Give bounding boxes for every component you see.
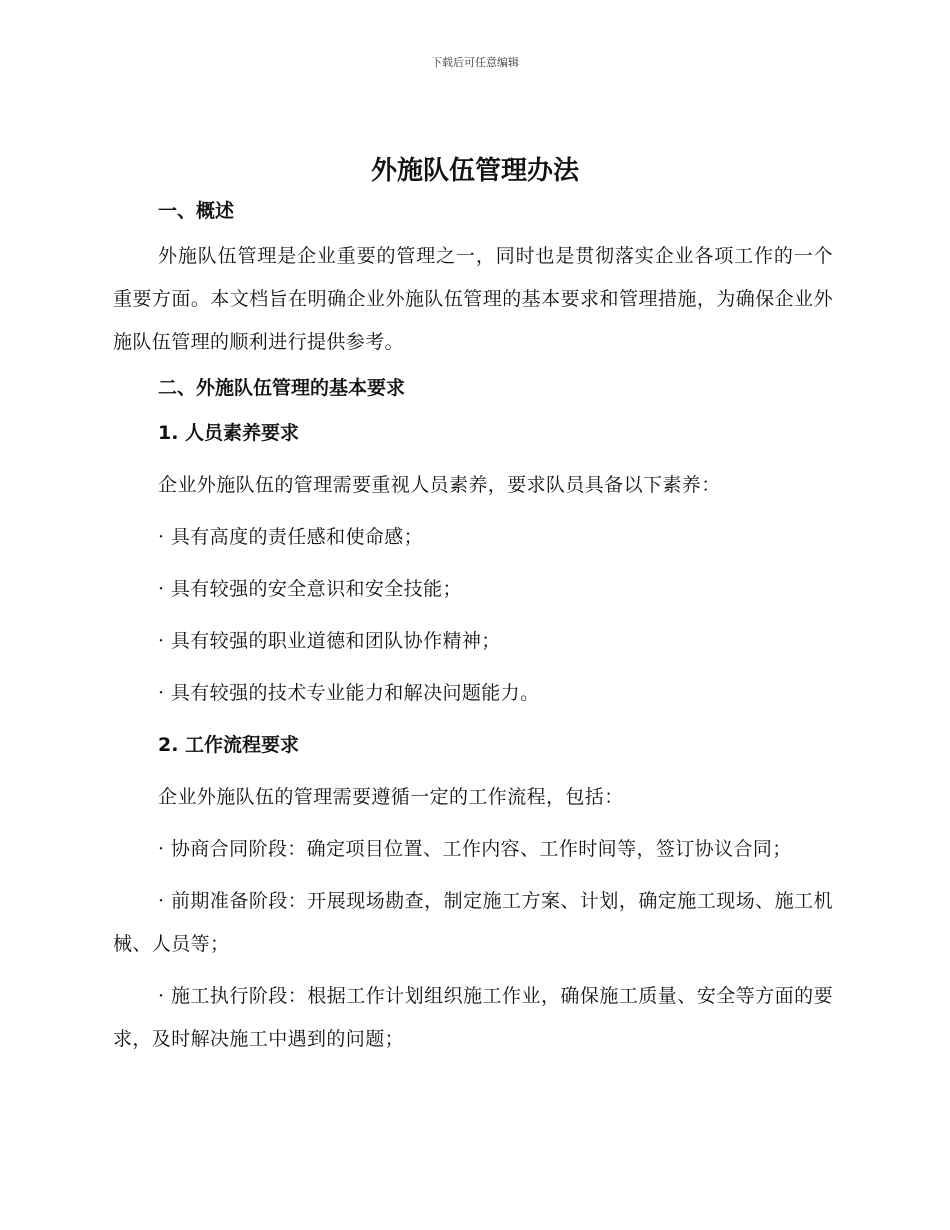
section-heading-requirements: 二、外施队伍管理的基本要求 — [158, 377, 406, 399]
document-title: 外施队伍管理办法 — [370, 156, 579, 186]
header-note: 下载后可任意编辑 — [431, 56, 519, 69]
list-item: · 前期准备阶段：开展现场勘查，制定施工方案、计划，确定施工现场、施工机械、人员等； — [113, 890, 833, 955]
list-item: · 具有较强的技术专业能力和解决问题能力。 — [158, 682, 540, 704]
list-item: · 具有高度的责任感和使命感； — [158, 526, 424, 548]
workflow-intro: 企业外施队伍的管理需要遵循一定的工作流程，包括： — [158, 786, 624, 808]
list-item: · 具有较强的职业道德和团队协作精神； — [158, 630, 501, 652]
overview-paragraph: 外施队伍管理是企业重要的管理之一，同时也是贯彻落实企业各项工作的一个重要方面。本文档旨在明确企业外施队伍管理的基本要求和管理措施，为确保企业外施队伍管理的顺利进行提供参考。 — [113, 245, 833, 353]
personnel-intro: 企业外施队伍的管理需要重视人员素养，要求队员具备以下素养： — [158, 474, 721, 496]
list-item: · 具有较强的安全意识和安全技能； — [158, 578, 462, 600]
list-item: · 施工执行阶段：根据工作计划组织施工作业，确保施工质量、安全等方面的要求，及时解决施工中遇到的问题； — [113, 985, 833, 1050]
section-heading-overview: 一、概述 — [158, 200, 235, 222]
subsection-heading-workflow: 2. 工作流程要求 — [158, 734, 300, 756]
list-item: · 协商合同阶段：确定项目位置、工作内容、工作时间等，签订协议合同； — [158, 838, 792, 860]
subsection-heading-personnel: 1. 人员素养要求 — [158, 422, 300, 444]
document-body — [113, 196, 833, 1061]
